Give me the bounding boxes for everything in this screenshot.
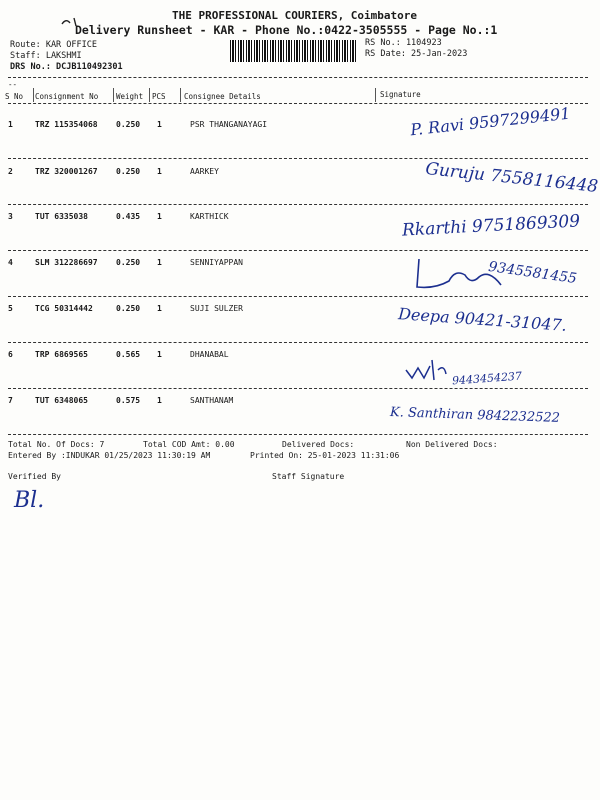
row-consignment: SLM 312286697 <box>35 258 98 267</box>
row-pcs: 1 <box>157 212 162 221</box>
row-consignee: DHANABAL <box>190 350 229 359</box>
divider <box>8 204 588 205</box>
row-consignee: PSR THANGANAYAGI <box>190 120 268 129</box>
row-weight: 0.250 <box>116 258 141 267</box>
divider <box>8 103 588 104</box>
row-weight: 0.565 <box>116 350 141 359</box>
row-consignment: TRP 6869565 <box>35 350 88 359</box>
column-divider <box>375 88 376 102</box>
column-divider <box>113 88 114 102</box>
signature-7: K. Santhiran 9842232522 <box>389 405 561 426</box>
row-consignee: KARTHICK <box>190 212 229 221</box>
col-signature: Signature <box>380 90 421 99</box>
rs-date: RS Date: 25-Jan-2023 <box>365 49 468 59</box>
col-consignment: Consignment No <box>35 92 99 101</box>
dash-mark: -- <box>8 80 18 89</box>
divider <box>8 342 588 343</box>
row-consignee: AARKEY <box>190 167 219 176</box>
signature-2: Guruju 7558116448 <box>424 158 599 198</box>
row-weight: 0.250 <box>116 167 141 176</box>
divider <box>8 296 588 297</box>
column-divider <box>180 88 181 102</box>
row-sno: 4 <box>8 258 13 267</box>
column-divider <box>149 88 150 102</box>
col-sno: S No <box>5 92 24 101</box>
row-sno: 5 <box>8 304 13 313</box>
verified-initials: Bl. <box>14 488 45 513</box>
drs-number: DRS No.: DCJB110492301 <box>10 62 123 72</box>
delivered-docs: Delivered Docs: <box>282 440 355 449</box>
row-consignee: SANTHANAM <box>190 396 234 405</box>
route-text: Route: KAR OFFICE <box>10 40 97 50</box>
divider <box>8 250 588 251</box>
row-sno: 7 <box>8 396 13 405</box>
divider <box>8 158 588 159</box>
divider <box>8 77 588 78</box>
rs-number: RS No.: 1104923 <box>365 38 442 48</box>
row-pcs: 1 <box>157 120 162 129</box>
divider <box>8 434 588 435</box>
signature-1: P. Ravi 9597299491 <box>409 103 572 140</box>
signature-5: Deepa 90421-31047. <box>397 304 568 335</box>
printed-on: Printed On: 25-01-2023 11:31:06 <box>250 451 400 460</box>
company-name: THE PROFESSIONAL COURIERS, Coimbatore <box>172 9 418 22</box>
row-consignment: TUT 6335038 <box>35 212 88 221</box>
verified-by-label: Verified By <box>8 472 61 481</box>
row-sno: 6 <box>8 350 13 359</box>
non-delivered-docs: Non Delivered Docs: <box>406 440 498 449</box>
divider <box>8 388 588 389</box>
row-consignment: TRZ 320001267 <box>35 167 98 176</box>
col-consignee: Consignee Details <box>184 92 261 101</box>
staff-text: Staff: LAKSHMI <box>10 51 82 61</box>
row-consignment: TRZ 115354068 <box>35 120 98 129</box>
row-sno: 3 <box>8 212 13 221</box>
row-weight: 0.250 <box>116 120 141 129</box>
row-weight: 0.435 <box>116 212 141 221</box>
signature-6: 9443454237 <box>451 369 523 388</box>
barcode <box>230 40 358 62</box>
row-weight: 0.250 <box>116 304 141 313</box>
col-pcs: PCS <box>152 92 166 101</box>
row-sno: 1 <box>8 120 13 129</box>
row-pcs: 1 <box>157 396 162 405</box>
row-pcs: 1 <box>157 258 162 267</box>
row-pcs: 1 <box>157 304 162 313</box>
col-weight: Weight <box>116 92 144 101</box>
signature-6-scribble <box>402 356 452 384</box>
row-pcs: 1 <box>157 350 162 359</box>
row-consignee: SENNIYAPPAN <box>190 258 243 267</box>
column-divider <box>33 88 34 102</box>
total-docs: Total No. Of Docs: 7 <box>8 440 105 449</box>
total-cod: Total COD Amt: 0.00 <box>143 440 235 449</box>
row-consignment: TUT 6348065 <box>35 396 88 405</box>
row-consignment: TCG 50314442 <box>35 304 93 313</box>
entered-by: Entered By :INDUKAR 01/25/2023 11:30:19 AM <box>8 451 211 460</box>
signature-3: Rkarthi 9751869309 <box>401 211 581 241</box>
page-title: Delivery Runsheet - KAR - Phone No.:0422-3505555 - Page No.:1 <box>75 23 498 37</box>
signature-4: 9345581455 <box>487 258 578 288</box>
row-consignee: SUJI SULZER <box>190 304 243 313</box>
row-weight: 0.575 <box>116 396 141 405</box>
row-sno: 2 <box>8 167 13 176</box>
row-pcs: 1 <box>157 167 162 176</box>
staff-signature-label: Staff Signature <box>272 472 345 481</box>
